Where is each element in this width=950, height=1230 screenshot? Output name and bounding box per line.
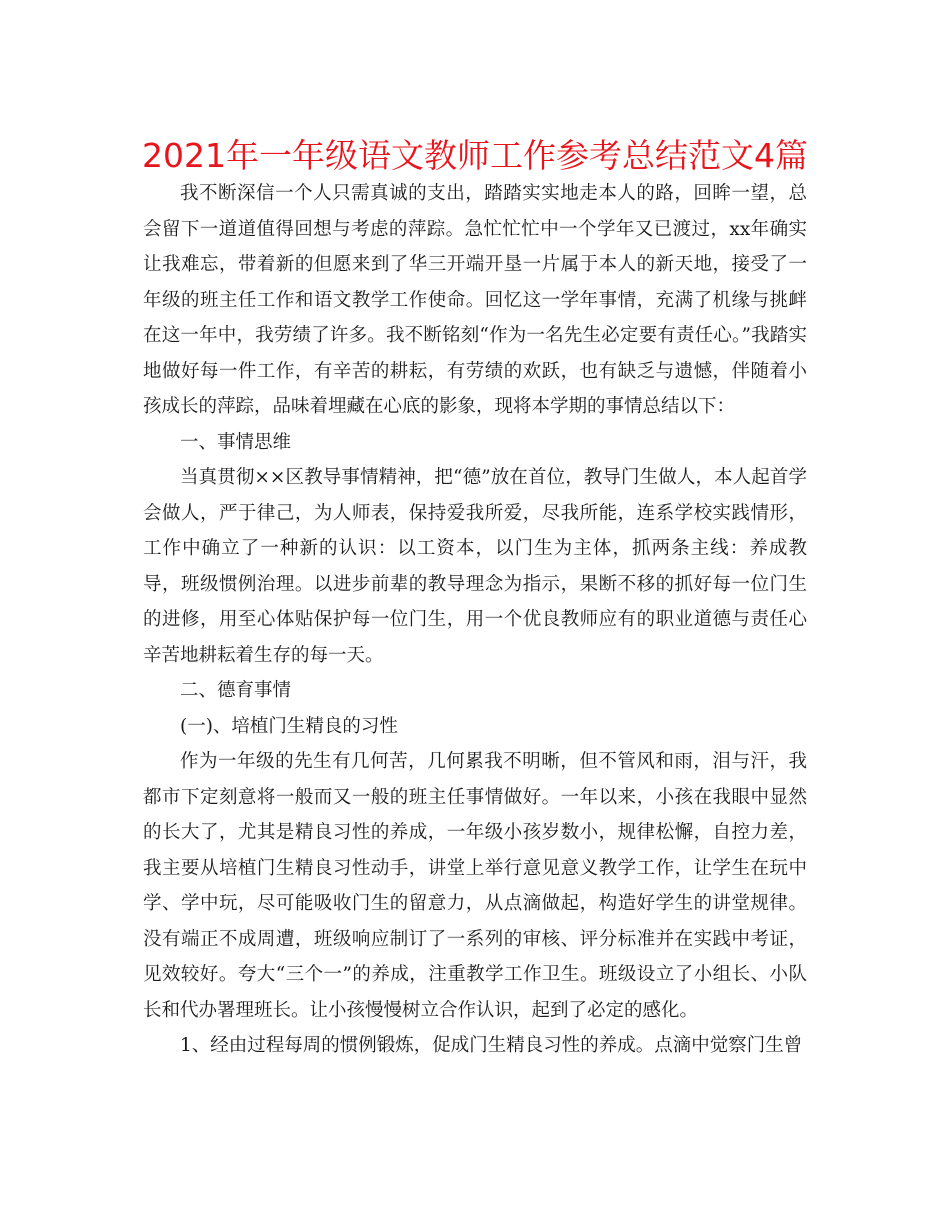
paragraph-habits: 作为一年级的先生有几何苦，几何累我不明晰，但不管风和雨，泪与汗，我都市下定刻意将一般而又一般的班主任事情做好。一年以来，小孩在我眼中显然的长大了，尤其是精良习性的养成，一年级小孩岁数小，规律松懈，自控力差，我主要从培植门生精良习性动手，讲堂上举行意见意义教学工作，让学生在玩中学、学中玩，尽可能吸收门生的留意力，从点滴做起，构造好学生的讲堂规律。没有端正不成周遭，班级响应制订了一系列的审核、评分标准并在实践中考证，见效较好。夸大“三个一”的养成，注重教学工作卫生。班级设立了小组长、小队长和代办署理班长。让小孩慢慢树立合作认识，起到了必定的感化。 xyxy=(143,751,807,1021)
section-heading-moral-education: 二、德育事情 xyxy=(180,680,292,701)
paragraph-intro: 我不断深信一个人只需真诚的支出，踏踏实实地走本人的路，回眸一望，总会留下一道道值得回想与考虑的萍踪。急忙忙忙中一个学年又已渡过，xx年确实让我难忘，带着新的但愿来到了华三开端开垦一片属于本人的新天地，接受了一年级的班主任工作和语文教学工作使命。回忆这一学年事情，充满了机缘与挑衅在这一年中，我劳绩了许多。我不断铭刻“作为一名先生必定要有责任心。”我踏实地做好每一件工作，有辛苦的耕耘，有劳绩的欢跃，也有缺乏与遗憾，伴随着小孩成长的萍踪，品味着埋藏在心底的影象，现将本学期的事情总结以下： xyxy=(143,183,807,417)
document-body xyxy=(143,176,807,1064)
subsection-heading-habits: (一)、培植门生精良的习性 xyxy=(180,715,398,737)
paragraph-work-thinking: 当真贯彻××区教导事情精神，把“德”放在首位，教导门生做人，本人起首学会做人，严于律己，为人师表，保持爱我所爱，尽我所能，连系学校实践情形，工作中确立了一种新的认识：以工资本，以门生为主体，抓两条主线：养成教导，班级惯例治理。以进步前辈的教导理念为指示，果断不移的抓好每一位门生的进修，用至心体贴保护每一位门生，用一个优良教师应有的职业道德与责任心辛苦地耕耘着生存的每一天。 xyxy=(143,467,807,666)
section-heading-work-thinking: 一、事情思维 xyxy=(180,431,292,453)
document-title: 2021年一年级语文教师工作参考总结范文4篇 xyxy=(142,136,808,175)
paragraph-weekly-training: 1、经由过程每周的惯例锻炼，促成门生精良习性的养成。点滴中觉察门生曾 xyxy=(180,1035,803,1056)
